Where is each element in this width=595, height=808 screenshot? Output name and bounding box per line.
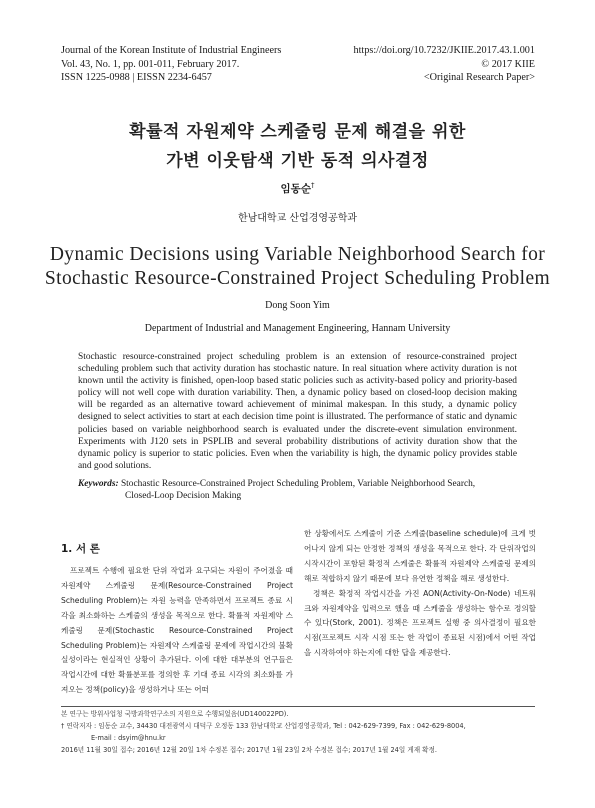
keywords-line1: Stochastic Resource-Constrained Project Scheduling Problem, Variable Neighborhood Search, — [120, 479, 476, 489]
funding-note: 본 연구는 방위사업청 국방과학연구소의 지원으로 수행되었음(UD140022PD). — [61, 710, 289, 718]
copyright: © 2017 KIIE — [481, 58, 535, 70]
issn-info: ISSN 1225-0988 | EISSN 2234-6457 — [61, 72, 212, 83]
body-paragraph: 정책은 확정적 작업시간을 가진 AON(Activity-On-Node) 네트워크와 자원제약을 입력으로 했을 때 스케줄을 생성하는 함수로 정의할 수 있다(Stork, 2001). 정책은 프로젝트 실행 중 의사결정이 필요한 시점(프로젝트 시작 시점 또는 한 작업이 종료된 시점)에서 어떤 작업을 시작하여야 하는지에 대한 답을 제공한다. — [304, 588, 536, 658]
body-paragraph: 프로젝트 수행에 필요한 단위 작업과 요구되는 자원이 주어졌을 때 자원제약 스케줄링 문제(Resource-Constrained Project Scheduling Problem)는 자원 능력을 만족하면서 프로젝트 종료 시각을 최소화하는 스케줄의 생성을 목적으로 한다. 확률적 자원제약 스케줄링 문제(Stochastic Resource-Constrained Project Scheduling Problem)는 자원제약 스케줄링 문제에 작업시간의 불확실성이라는 현실적인 상황이 추가된다. 이에 대한 대부분의 연구들은 작업시간에 대한 확률분포를 정의한 후 기대 종료 시각의 최소화를 가져오는 정책(policy)을 생성하거나 또는 어떠 — [61, 566, 293, 695]
corresponding-author-note: † 연락저자 : 임동순 교수, 34430 대전광역시 대덕구 오정동 133 한남대학교 산업경영공학과, Tel : 042-629-7399, Fax : 042-629-8004, — [61, 722, 466, 730]
body-column-left — [61, 564, 293, 698]
korean-affiliation: 한남대학교 산업경영공학과 — [237, 213, 358, 224]
abstract: Stochastic resource-constrained project scheduling problem is an extension of resource-constrained project scheduling problem such that activity duration has stochastic nature. In real situation where activity duration is not known until the activity is finished, open-loop based static policies such as activity-based policy and priority-based policy will not well cope with duration variability. Then, a dynamic policy based on closed-loop decision making will be regarded as an alternative toward achievement of minimal makespan. In this study, a dynamic policy designed to select activities to start at each decision time point is illustrated. The performance of static and dynamic policies based on variable neighborhood search is evaluated under the discrete-event simulation environment. Experiments with J120 sets in PSPLIB and several probability distributions of activity duration show that the dynamic policy is superior to static policies. Even when the variability is high, the dynamic policy provides stable and good solutions. — [78, 352, 517, 471]
section-heading: 1. 서 론 — [61, 543, 100, 555]
body-column-right — [304, 527, 536, 661]
paper-type: <Original Research Paper> — [423, 72, 535, 83]
korean-author-name: 임동순 — [280, 183, 311, 195]
email-note[interactable]: E-mail : dsyim@hnu.kr — [91, 734, 166, 742]
english-title-line1: Dynamic Decisions using Variable Neighborhood Search for — [49, 244, 546, 265]
journal-header-right — [354, 44, 536, 85]
keywords-line2: Closed-Loop Decision Making — [125, 491, 242, 502]
korean-title-line2: 가변 이웃탐색 기반 동적 의사결정 — [166, 151, 429, 171]
footnote-rule — [61, 706, 535, 707]
journal-header-left — [61, 44, 281, 85]
korean-author — [0, 181, 595, 196]
keywords-label: Keywords: — [78, 479, 119, 489]
doi-link[interactable]: https://doi.org/10.7232/JKIIE.2017.43.1.001 — [353, 45, 535, 56]
english-affiliation: Department of Industrial and Management Engineering, Hannam University — [144, 323, 451, 334]
submission-dates: 2016년 11월 30일 접수; 2016년 12월 20일 1차 수정본 접수; 2017년 1월 23일 2차 수정본 접수; 2017년 1월 24일 게재 확정. — [61, 746, 438, 754]
journal-name: Journal of the Korean Institute of Industrial Engineers — [61, 45, 282, 56]
english-title-line2: Stochastic Resource-Constrained Project Scheduling Problem — [44, 268, 551, 289]
korean-title-line1: 확률적 자원제약 스케줄링 문제 해결을 위한 — [129, 122, 466, 142]
corresponding-author-mark: † — [310, 181, 315, 190]
keywords — [78, 478, 517, 502]
volume-info: Vol. 43, No. 1, pp. 001-011, February 2017. — [61, 58, 240, 70]
body-paragraph: 한 상황에서도 스케줄이 기준 스케줄(baseline schedule)에 크게 벗어나지 않게 되는 안정한 정책의 생성을 목적으로 한다. 각 단위작업의 시작시간이 포함된 확정적 스케줄은 확률적 자원제약 스케줄링 문제의 해로 적합하지 않기 때문에 보다 유연한 정책을 해로 생성한다. — [304, 529, 536, 583]
english-author: Dong Soon Yim — [265, 300, 330, 311]
